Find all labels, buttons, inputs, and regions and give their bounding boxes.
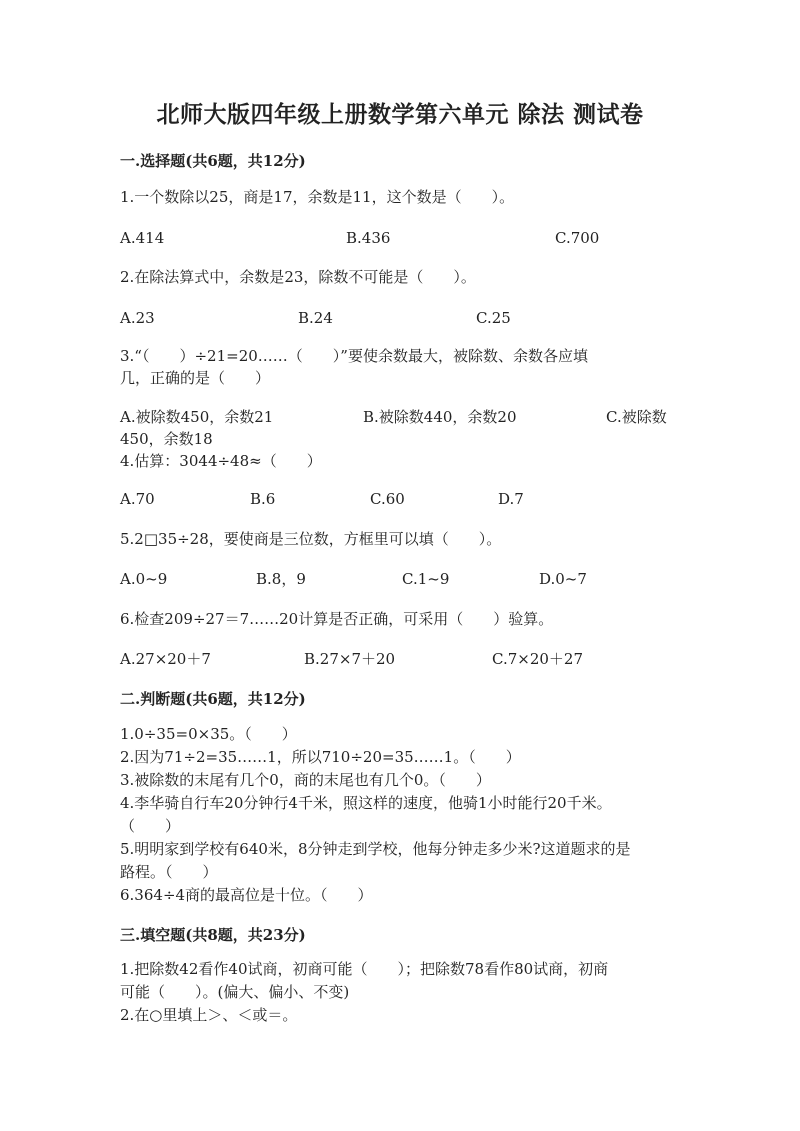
section-heading-choice: 一.选择题(共6题，共12分) (120, 152, 306, 170)
option-b: B.被除数440，余数20 (363, 408, 517, 426)
option-c: C.7×20＋27 (492, 650, 583, 668)
option-a: A.414 (120, 229, 165, 247)
option-b: B.6 (250, 490, 276, 508)
question-text: 3.“（ ）÷21=20……（ ）”要使余数最大，被除数、余数各应填 (120, 347, 588, 365)
question-text: 6.检查209÷27＝7……20计算是否正确，可采用（ ）验算。 (120, 610, 554, 628)
page-title: 北师大版四年级上册数学第六单元 除法 测试卷 (156, 101, 644, 128)
question-text: 4.估算：3044÷48≈（ ） (120, 452, 322, 470)
judgement-line: 1.0÷35=0×35。（ ） (120, 725, 297, 743)
section-heading-fill: 三.填空题(共8题，共23分) (120, 926, 306, 944)
option-d: D.7 (498, 490, 524, 508)
question-text: 1.一个数除以25，商是17，余数是11，这个数是（ ）。 (120, 188, 515, 206)
option-d: D.0~7 (539, 570, 587, 588)
option-c: C.25 (476, 309, 511, 327)
option-c: C.60 (370, 490, 405, 508)
option-c: C.1~9 (402, 570, 450, 588)
fill-line: 可能（ ）。(偏大、偏小、不变) (120, 983, 350, 1001)
judgement-line: 路程。（ ） (120, 863, 218, 881)
judgement-line: 6.364÷4商的最高位是十位。（ ） (120, 886, 373, 904)
option-c: C.700 (555, 229, 600, 247)
fill-line: 1.把除数42看作40试商，初商可能（ ）；把除数78看作80试商，初商 (120, 960, 609, 978)
question-text: 5.2□35÷28，要使商是三位数，方框里可以填（ ）。 (120, 530, 502, 548)
option-a: A.27×20＋7 (120, 650, 211, 668)
question-text: 2.在除法算式中，余数是23，除数不可能是（ ）。 (120, 268, 476, 286)
judgement-line: （ ） (120, 817, 181, 835)
option-b: B.436 (346, 229, 391, 247)
option-b: B.27×7＋20 (304, 650, 396, 668)
option-a: A.23 (120, 309, 155, 327)
option-a: A.0~9 (120, 570, 168, 588)
option-b: B.8，9 (256, 570, 306, 588)
option-b: B.24 (298, 309, 333, 327)
option-a: A.被除数450，余数21 (120, 408, 274, 426)
judgement-line: 5.明明家到学校有640米，8分钟走到学校，他每分钟走多少米?这道题求的是 (120, 840, 631, 858)
option-c: C.被除数 (606, 408, 667, 426)
judgement-line: 3.被除数的末尾有几个0，商的末尾也有几个0。（ ） (120, 771, 491, 789)
section-heading-judgement: 二.判断题(共6题，共12分) (120, 690, 306, 708)
judgement-line: 4.李华骑自行车20分钟行4千米，照这样的速度，他骑1小时能行20千米。 (120, 794, 612, 812)
question-text-continued: 几，正确的是（ ） (120, 369, 271, 387)
judgement-line: 2.因为71÷2=35……1，所以710÷20=35……1。（ ） (120, 748, 521, 766)
fill-line: 2.在○里填上＞、＜或＝。 (120, 1006, 298, 1024)
option-c-continued: 450，余数18 (120, 430, 213, 448)
option-a: A.70 (120, 490, 155, 508)
